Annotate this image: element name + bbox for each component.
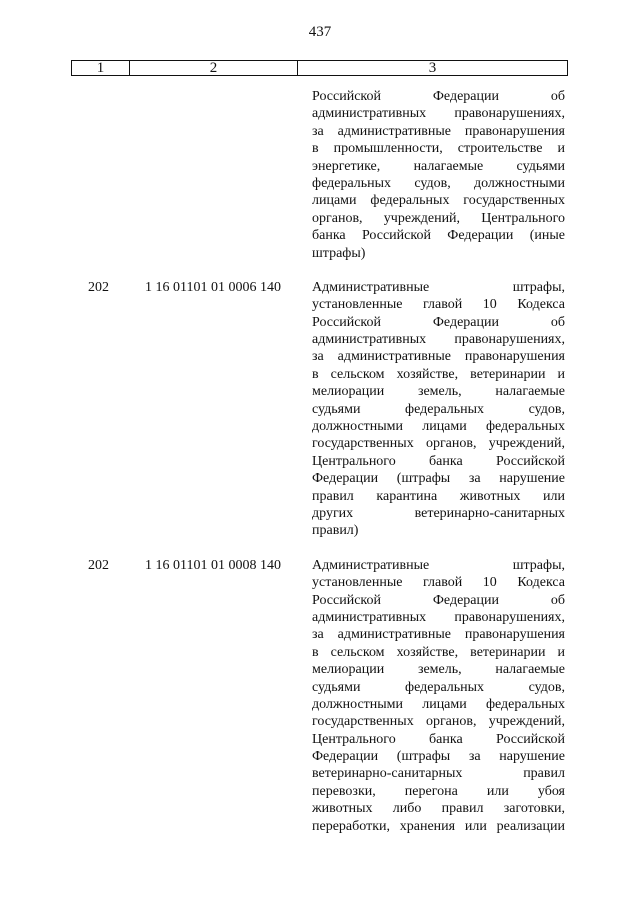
description — [312, 88, 565, 262]
description-line: Российской Федерации об — [312, 592, 565, 608]
description-line: в сельском хозяйстве, ветеринарии и — [312, 644, 565, 660]
description-line: Российской Федерации об — [312, 314, 565, 330]
description-line: мелиорации земель, налагаемые — [312, 384, 565, 400]
table-header-col-2: 2 — [130, 61, 298, 75]
description-line: Федерации (штрафы за нарушение — [312, 749, 565, 765]
description-line: судьями федеральных судов, — [312, 679, 565, 695]
description-line: административных правонарушениях, — [312, 332, 565, 348]
description-line: других ветеринарно-санитарных — [312, 505, 565, 521]
description-line: Российской Федерации об — [312, 89, 565, 104]
description-line: государственных органов, учреждений, — [312, 714, 565, 730]
description-line: Федерации (штрафы за нарушение — [312, 471, 565, 487]
description-line: мелиорации земель, налагаемые — [312, 662, 565, 678]
description-line: должностными лицами федеральных — [312, 419, 565, 435]
description-line: должностными лицами федеральных — [312, 696, 565, 712]
description-line: за административные правонарушения — [312, 123, 565, 139]
description-line: установленные главой 10 Кодекса — [312, 297, 565, 313]
kbk-code: 1 16 01101 01 0008 140 — [145, 557, 281, 573]
kbk-code: 1 16 01101 01 0006 140 — [145, 279, 281, 295]
description-line: лицами федеральных государственных — [312, 193, 565, 209]
description-line: Административные штрафы, — [312, 279, 565, 295]
description-line: административных правонарушениях, — [312, 609, 565, 625]
admin-code: 202 — [88, 279, 109, 295]
description-line: судьями федеральных судов, — [312, 401, 565, 417]
description-line: в промышленности, строительстве и — [312, 141, 565, 157]
description — [312, 279, 565, 540]
table-row — [0, 279, 640, 540]
admin-code: 202 — [88, 557, 109, 573]
description-line: энергетике, налагаемые судьями — [312, 158, 565, 174]
description-line: органов, учреждений, Центрального — [312, 210, 565, 226]
table-header — [71, 60, 568, 76]
description — [312, 557, 565, 835]
description-line: животных либо правил заготовки, — [312, 801, 565, 817]
description-line: установленные главой 10 Кодекса — [312, 575, 565, 591]
description-line: в сельском хозяйстве, ветеринарии и — [312, 366, 565, 382]
description-line: переработки, хранения или реализации — [312, 818, 565, 834]
table-body — [0, 88, 640, 835]
description-line: Центрального банка Российской — [312, 731, 565, 747]
description-line: Административные штрафы, — [312, 557, 565, 573]
description-line: Центрального банка Российской — [312, 453, 565, 469]
description-line: государственных органов, учреждений, — [312, 436, 565, 452]
description-line: банка Российской Федерации (иные — [312, 228, 565, 244]
description-line: штрафы) — [312, 245, 366, 261]
table-row — [0, 88, 640, 262]
description-line: правил карантина животных или — [312, 488, 565, 504]
page-number: 437 — [308, 24, 332, 40]
description-line: ветеринарно-санитарных правил — [312, 766, 565, 782]
table-header-col-3: 3 — [428, 60, 437, 76]
table-header-col-1: 1 — [72, 61, 130, 75]
description-line: правил) — [312, 523, 359, 539]
description-line: федеральных судов, должностными — [312, 175, 565, 191]
description-line: перевозки, перегона или убоя — [312, 783, 565, 799]
description-line: за административные правонарушения — [312, 627, 565, 643]
table-row — [0, 557, 640, 835]
description-line: за административные правонарушения — [312, 349, 565, 365]
description-line: административных правонарушениях, — [312, 106, 565, 122]
